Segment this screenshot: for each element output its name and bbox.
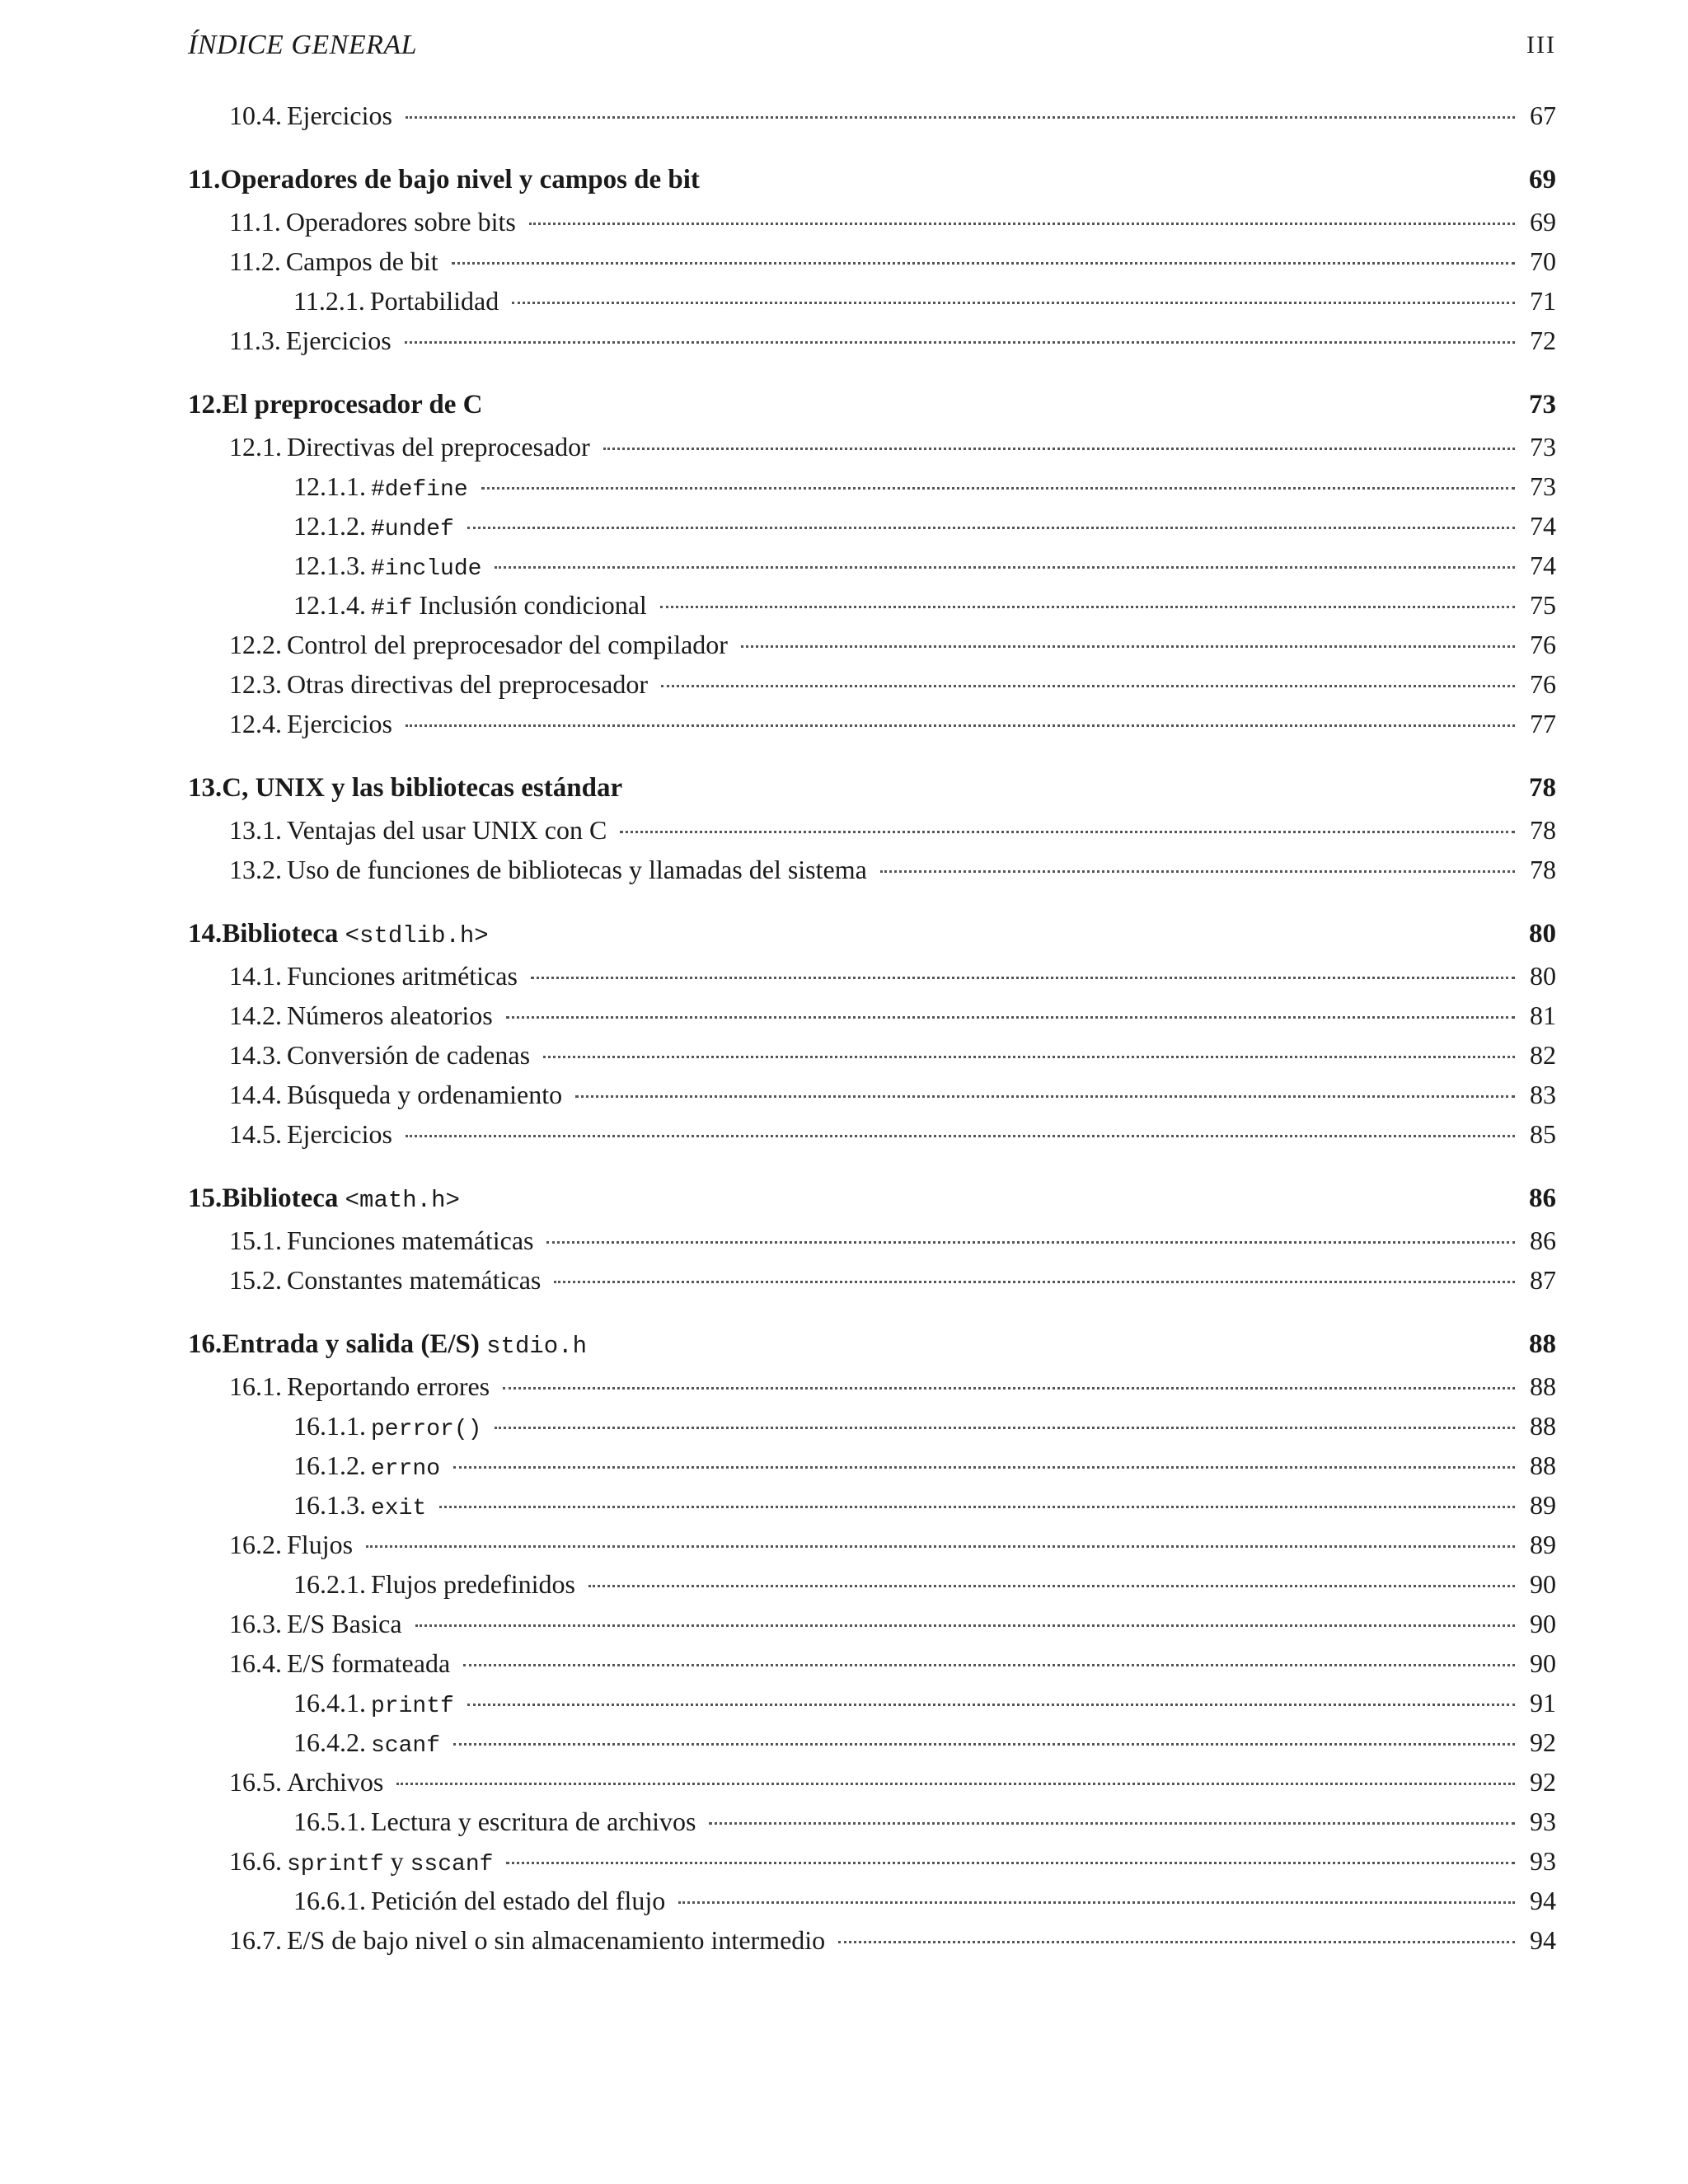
dot-leader xyxy=(575,1095,1515,1098)
entry-title-text: Reportando errores xyxy=(287,1371,490,1401)
entry-page: 78 xyxy=(1530,855,1556,884)
dot-leader xyxy=(880,870,1515,873)
entry-title xyxy=(287,1530,353,1560)
entry-title-text: Campos de bit xyxy=(285,246,438,276)
entry-title xyxy=(287,1119,392,1150)
entry-title xyxy=(371,1569,575,1600)
entry-number: 14.2. xyxy=(229,1001,282,1030)
dot-leader xyxy=(620,831,1515,833)
entry-number: 12.1.2. xyxy=(293,511,366,541)
entry-title-text: y xyxy=(390,1846,404,1876)
entry-page: 80 xyxy=(1530,961,1556,991)
dot-leader xyxy=(406,1135,1515,1137)
entry-page: 94 xyxy=(1530,1925,1556,1955)
entry-number: 14.5. xyxy=(229,1119,282,1149)
entry-title xyxy=(370,286,499,316)
toc-entry[interactable] xyxy=(188,1411,1556,1451)
entry-title xyxy=(287,1040,530,1071)
entry-title-text: Petición del estado del flujo xyxy=(371,1886,666,1915)
entry-number: 14.4. xyxy=(229,1080,282,1109)
toc-entry[interactable] xyxy=(188,1807,1556,1846)
chapter-page: 73 xyxy=(1529,390,1556,419)
entry-page: 88 xyxy=(1530,1451,1556,1480)
chapter-number: 14. xyxy=(188,919,223,949)
entry-number: 13.1. xyxy=(229,815,282,845)
entry-title xyxy=(287,855,867,885)
dot-leader xyxy=(405,341,1515,344)
entry-title xyxy=(287,1767,383,1797)
entry-title-text: Operadores sobre bits xyxy=(285,207,516,237)
entry-title xyxy=(287,815,607,846)
entry-title-text: Búsqueda y ordenamiento xyxy=(287,1080,563,1109)
toc-entry[interactable] xyxy=(188,1609,1556,1648)
entry-title xyxy=(287,1265,541,1296)
entry-code: sscanf xyxy=(410,1852,494,1877)
entry-title xyxy=(371,590,647,621)
chapter-block xyxy=(188,390,1556,748)
toc-entry[interactable] xyxy=(188,246,1556,286)
toc-entry[interactable] xyxy=(188,207,1556,246)
entry-page: 74 xyxy=(1530,551,1556,580)
entry-title xyxy=(287,669,648,700)
entry-title-text: Funciones aritméticas xyxy=(287,961,518,991)
entry-number: 16.1.1. xyxy=(293,1411,366,1441)
entry-number: 10.4. xyxy=(229,101,282,130)
chapter-block xyxy=(188,773,1556,894)
toc-entry[interactable] xyxy=(188,1040,1556,1080)
chapter-code: <math.h> xyxy=(345,1187,460,1214)
entry-title-text: Ejercicios xyxy=(287,1119,392,1149)
toc-entry[interactable] xyxy=(188,1530,1556,1569)
entry-title xyxy=(371,1727,440,1759)
entry-number: 13.2. xyxy=(229,855,282,884)
entry-number: 16.3. xyxy=(229,1609,282,1638)
entry-number: 16.5.1. xyxy=(293,1807,366,1836)
chapter-block xyxy=(188,1329,1556,1965)
toc-entry[interactable] xyxy=(188,669,1556,709)
entry-title-text: Ejercicios xyxy=(285,326,392,355)
toc-entry[interactable] xyxy=(188,1569,1556,1609)
toc-entry[interactable] xyxy=(188,101,1556,140)
chapter-heading[interactable] xyxy=(188,919,1556,961)
dot-leader xyxy=(396,1783,1515,1785)
entry-title-text: E/S de bajo nivel o sin almacenamiento intermedio xyxy=(287,1925,826,1955)
entry-title xyxy=(287,630,728,660)
toc-entry[interactable] xyxy=(188,630,1556,669)
entry-page: 90 xyxy=(1530,1648,1556,1678)
entry-title xyxy=(287,432,590,462)
entry-title xyxy=(287,101,392,131)
entry-title xyxy=(286,246,438,277)
chapter-number: 16. xyxy=(188,1329,223,1359)
entry-title xyxy=(287,1226,533,1256)
entry-page: 82 xyxy=(1530,1040,1556,1070)
dot-leader xyxy=(366,1545,1515,1548)
entry-code: #include xyxy=(371,556,482,582)
toc-pre-block xyxy=(188,101,1556,140)
entry-page: 90 xyxy=(1530,1569,1556,1599)
entry-title xyxy=(287,1001,493,1031)
entry-title xyxy=(286,326,392,356)
toc-entry[interactable] xyxy=(188,1767,1556,1807)
entry-title xyxy=(287,1648,450,1679)
entry-title-text: Directivas del preprocesador xyxy=(287,432,590,462)
entry-number: 14.1. xyxy=(229,961,282,991)
entry-number: 16.6.1. xyxy=(293,1886,366,1915)
entry-page: 90 xyxy=(1530,1609,1556,1638)
entry-code: sprintf xyxy=(287,1852,384,1877)
toc-entry[interactable] xyxy=(188,1226,1556,1265)
dot-leader xyxy=(546,1241,1515,1244)
dot-leader xyxy=(506,1016,1515,1019)
entry-page: 89 xyxy=(1530,1530,1556,1559)
dot-leader xyxy=(481,487,1515,490)
entry-title xyxy=(287,1609,402,1639)
dot-leader xyxy=(439,1506,1515,1508)
dot-leader xyxy=(543,1056,1515,1058)
chapter-number: 12. xyxy=(188,390,223,419)
entry-code: #if xyxy=(371,596,413,621)
toc-entry[interactable] xyxy=(188,1119,1556,1159)
dot-leader xyxy=(495,566,1515,569)
dot-leader xyxy=(660,606,1515,608)
entry-number: 12.1.4. xyxy=(293,590,366,620)
entry-number: 11.3. xyxy=(229,326,281,355)
entry-title-text: E/S Basica xyxy=(287,1609,402,1638)
entry-title xyxy=(371,1411,481,1442)
entry-title-text: Lectura y escritura de archivos xyxy=(371,1807,696,1836)
chapter-heading[interactable] xyxy=(188,773,1556,815)
entry-title-text: E/S formateada xyxy=(287,1648,451,1678)
chapter-page: 69 xyxy=(1529,165,1556,194)
dot-leader xyxy=(406,724,1515,727)
entry-title xyxy=(371,1886,665,1916)
dot-leader xyxy=(512,302,1515,304)
entry-title xyxy=(287,961,518,991)
entry-title-text: Portabilidad xyxy=(369,286,499,316)
entry-title xyxy=(287,1846,493,1877)
entry-page: 72 xyxy=(1530,326,1556,355)
entry-page: 81 xyxy=(1530,1001,1556,1030)
entry-page: 74 xyxy=(1530,511,1556,541)
toc-entry[interactable] xyxy=(188,1371,1556,1411)
entry-code: #define xyxy=(371,477,468,503)
entry-code: perror() xyxy=(371,1417,482,1442)
entry-title xyxy=(371,1688,454,1719)
entry-number: 16.4.1. xyxy=(293,1688,366,1718)
chapter-page: 78 xyxy=(1529,773,1556,803)
entry-page: 70 xyxy=(1530,246,1556,276)
entry-number: 16.1.3. xyxy=(293,1490,366,1520)
entry-code: scanf xyxy=(371,1733,441,1759)
entry-title xyxy=(371,511,454,542)
chapter-title: Biblioteca xyxy=(222,1183,339,1213)
entry-title-text: Flujos xyxy=(287,1530,354,1559)
toc-entry[interactable] xyxy=(188,326,1556,365)
entry-page: 83 xyxy=(1530,1080,1556,1109)
chapter-title: Entrada y salida (E/S) xyxy=(222,1329,480,1359)
toc-entry[interactable] xyxy=(188,471,1556,511)
entry-title-text: Constantes matemáticas xyxy=(287,1265,542,1295)
entry-title xyxy=(371,1451,440,1482)
dot-leader xyxy=(506,1862,1515,1864)
dot-leader xyxy=(463,1664,1515,1666)
toc-entry[interactable] xyxy=(188,709,1556,748)
dot-leader xyxy=(452,262,1515,265)
dot-leader xyxy=(678,1901,1515,1904)
entry-title-text: Uso de funciones de bibliotecas y llamadas del sistema xyxy=(287,855,867,884)
toc-entry[interactable] xyxy=(188,1925,1556,1965)
table-of-contents xyxy=(188,101,1556,1990)
entry-page: 73 xyxy=(1530,432,1556,462)
dot-leader xyxy=(741,645,1515,648)
chapter-page: 86 xyxy=(1529,1183,1556,1213)
entry-page: 87 xyxy=(1530,1265,1556,1295)
entry-title-text: Ventajas del usar UNIX con C xyxy=(287,815,607,845)
chapter-heading[interactable] xyxy=(188,1329,1556,1371)
entry-page: 88 xyxy=(1530,1371,1556,1401)
entry-title-text: Flujos predefinidos xyxy=(371,1569,575,1599)
entry-title xyxy=(371,1490,426,1521)
entry-page: 93 xyxy=(1530,1846,1556,1876)
toc-entry[interactable] xyxy=(188,1080,1556,1119)
toc-entry[interactable] xyxy=(188,815,1556,855)
entry-title-text: Archivos xyxy=(287,1767,384,1797)
chapter-block xyxy=(188,919,1556,1159)
entry-page: 76 xyxy=(1530,669,1556,699)
dot-leader xyxy=(588,1585,1515,1587)
dot-leader xyxy=(467,1704,1515,1706)
dot-leader xyxy=(453,1743,1515,1746)
toc-entry[interactable] xyxy=(188,1727,1556,1767)
entry-code: errno xyxy=(371,1456,441,1482)
entry-number: 16.6. xyxy=(229,1846,282,1876)
entry-number: 11.1. xyxy=(229,207,281,237)
entry-number: 15.2. xyxy=(229,1265,282,1295)
dot-leader xyxy=(838,1941,1515,1943)
entry-number: 16.1. xyxy=(229,1371,282,1401)
dot-leader xyxy=(529,223,1515,225)
chapter-number: 13. xyxy=(188,773,223,803)
entry-page: 76 xyxy=(1530,630,1556,659)
entry-page: 92 xyxy=(1530,1727,1556,1757)
entry-page: 91 xyxy=(1530,1688,1556,1718)
entry-title xyxy=(287,709,392,739)
dot-leader xyxy=(453,1466,1515,1469)
toc-entry[interactable] xyxy=(188,1451,1556,1490)
entry-title-text: Funciones matemáticas xyxy=(287,1226,534,1255)
entry-title xyxy=(371,551,481,582)
dot-leader xyxy=(415,1624,1515,1627)
entry-title-text: Ejercicios xyxy=(287,709,392,738)
chapter-page: 88 xyxy=(1529,1329,1556,1359)
entry-title-text: Conversión de cadenas xyxy=(287,1040,531,1070)
chapter-code: stdio.h xyxy=(486,1333,587,1360)
entry-title-text: Otras directivas del preprocesador xyxy=(287,669,649,699)
entry-number: 12.1.3. xyxy=(293,551,366,580)
entry-number: 16.2. xyxy=(229,1530,282,1559)
entry-page: 88 xyxy=(1530,1411,1556,1441)
entry-number: 11.2. xyxy=(229,246,281,276)
entry-page: 86 xyxy=(1530,1226,1556,1255)
chapter-title: El preprocesador de C xyxy=(222,390,483,419)
entry-number: 12.1.1. xyxy=(293,471,366,501)
dot-leader xyxy=(467,527,1515,529)
entry-code: exit xyxy=(371,1496,427,1521)
entry-title xyxy=(286,207,516,237)
entry-page: 93 xyxy=(1530,1807,1556,1836)
toc-entry[interactable] xyxy=(188,432,1556,471)
entry-number: 16.1.2. xyxy=(293,1451,366,1480)
chapter-title: C, UNIX y las bibliotecas estándar xyxy=(222,773,623,803)
entry-page: 78 xyxy=(1530,815,1556,845)
entry-page: 85 xyxy=(1530,1119,1556,1149)
entry-number: 11.2.1. xyxy=(293,286,365,316)
dot-leader xyxy=(531,977,1515,979)
chapter-title: Biblioteca xyxy=(222,919,339,949)
entry-title xyxy=(371,1807,696,1837)
entry-number: 16.4.2. xyxy=(293,1727,366,1757)
page-header xyxy=(188,25,1556,66)
dot-leader xyxy=(503,1387,1515,1390)
entry-number: 12.2. xyxy=(229,630,282,659)
dot-leader xyxy=(661,685,1515,687)
chapter-code: <stdlib.h> xyxy=(345,922,489,949)
entry-number: 16.7. xyxy=(229,1925,282,1955)
dot-leader xyxy=(603,448,1515,450)
entry-title xyxy=(287,1080,562,1110)
toc-entry[interactable] xyxy=(188,1886,1556,1925)
entry-number: 12.1. xyxy=(229,432,282,462)
chapter-heading[interactable] xyxy=(188,1183,1556,1226)
entry-code: printf xyxy=(371,1694,454,1719)
chapter-heading[interactable] xyxy=(188,165,1556,207)
running-title: ÍNDICE GENERAL xyxy=(188,30,418,60)
toc-entry[interactable] xyxy=(188,1490,1556,1530)
entry-title-text: Números aleatorios xyxy=(287,1001,493,1030)
entry-number: 16.5. xyxy=(229,1767,282,1797)
dot-leader xyxy=(406,116,1515,119)
toc-entry[interactable] xyxy=(188,1688,1556,1727)
toc-entry[interactable] xyxy=(188,1265,1556,1305)
toc-entry[interactable] xyxy=(188,1648,1556,1688)
entry-page: 92 xyxy=(1530,1767,1556,1797)
entry-page: 67 xyxy=(1530,101,1556,130)
entry-number: 14.3. xyxy=(229,1040,282,1070)
toc-entry[interactable] xyxy=(188,855,1556,894)
entry-title-text: Control del preprocesador del compilador xyxy=(287,630,728,659)
toc-entry[interactable] xyxy=(188,511,1556,551)
page-number: III xyxy=(1526,31,1556,59)
chapter-heading[interactable] xyxy=(188,390,1556,432)
entry-title-text: Inclusión condicional xyxy=(419,590,647,620)
entry-title-text: Ejercicios xyxy=(287,101,392,130)
chapter-number: 15. xyxy=(188,1183,223,1213)
chapter-block xyxy=(188,1183,1556,1305)
entry-code: #undef xyxy=(371,517,454,542)
entry-title xyxy=(287,1371,490,1402)
toc-entry[interactable] xyxy=(188,286,1556,326)
entry-number: 12.3. xyxy=(229,669,282,699)
entry-number: 16.4. xyxy=(229,1648,282,1678)
entry-page: 71 xyxy=(1530,286,1556,316)
entry-number: 16.2.1. xyxy=(293,1569,366,1599)
dot-leader xyxy=(495,1427,1515,1429)
entry-page: 89 xyxy=(1530,1490,1556,1520)
chapter-page: 80 xyxy=(1529,919,1556,949)
toc-entry[interactable] xyxy=(188,1846,1556,1886)
chapter-block xyxy=(188,165,1556,365)
entry-page: 73 xyxy=(1530,471,1556,501)
dot-leader xyxy=(709,1822,1515,1825)
toc-entry[interactable] xyxy=(188,551,1556,590)
toc-entry[interactable] xyxy=(188,590,1556,630)
toc-entry[interactable] xyxy=(188,1001,1556,1040)
entry-page: 75 xyxy=(1530,590,1556,620)
chapter-number: 11. xyxy=(188,165,221,194)
entry-page: 94 xyxy=(1530,1886,1556,1915)
toc-entry[interactable] xyxy=(188,961,1556,1001)
entry-title xyxy=(371,471,468,503)
entry-number: 12.4. xyxy=(229,709,282,738)
entry-number: 15.1. xyxy=(229,1226,282,1255)
dot-leader xyxy=(554,1281,1515,1283)
entry-page: 77 xyxy=(1530,709,1556,738)
chapter-title: Operadores de bajo nivel y campos de bit xyxy=(220,165,700,194)
entry-title xyxy=(287,1925,825,1956)
entry-page: 69 xyxy=(1530,207,1556,237)
